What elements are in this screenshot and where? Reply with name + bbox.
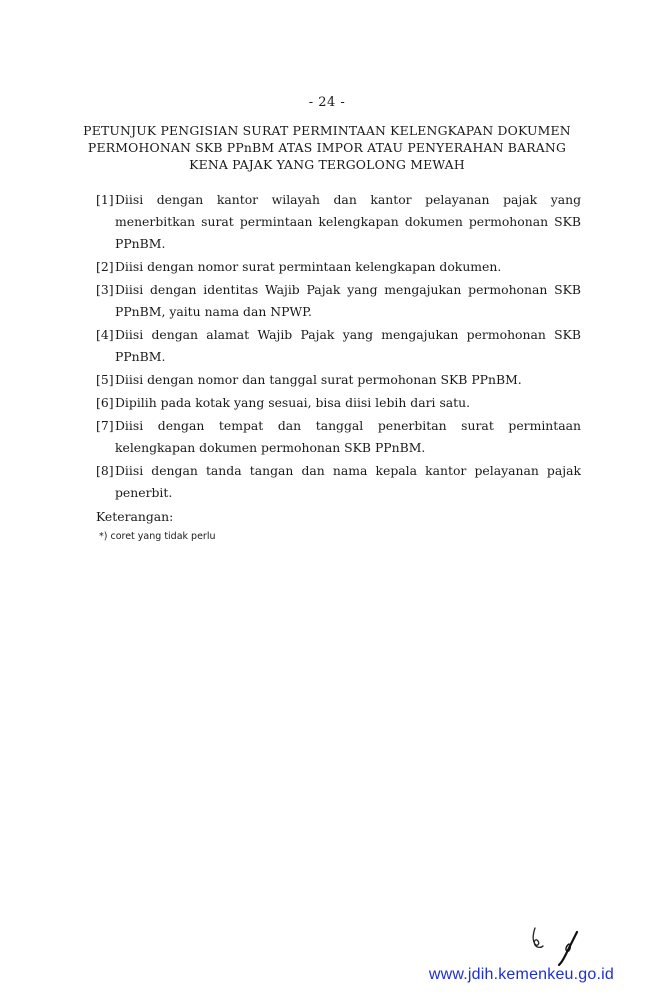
item-number: [7] — [96, 418, 114, 433]
document-title — [60, 122, 594, 173]
item-number: [2] — [96, 259, 114, 274]
list-item — [96, 369, 581, 391]
item-text: Diisi dengan identitas Wajib Pajak yang mengajukan permohonan SKB PPnBM, yaitu nama dan NPWP. — [115, 282, 581, 319]
item-number: [1] — [96, 192, 114, 207]
list-item — [96, 460, 581, 504]
list-item — [96, 256, 581, 278]
list-item — [96, 392, 581, 414]
item-text: Diisi dengan tempat dan tanggal penerbitan surat permintaan kelengkapan dokumen permohonan SKB PPnBM. — [115, 418, 581, 455]
list-item — [96, 189, 581, 255]
footnote: *) coret yang tidak perlu — [99, 531, 216, 542]
website-link[interactable]: www.jdih.kemenkeu.go.id — [428, 966, 614, 983]
item-text: Diisi dengan alamat Wajib Pajak yang mengajukan permohonan SKB PPnBM. — [115, 327, 581, 364]
item-text: Diisi dengan nomor dan tanggal surat permohonan SKB PPnBM. — [115, 372, 522, 387]
list-item — [96, 324, 581, 368]
item-text: Diisi dengan tanda tangan dan nama kepala kantor pelayanan pajak penerbit. — [115, 463, 581, 500]
item-number: [6] — [96, 395, 114, 410]
item-number: [5] — [96, 372, 114, 387]
paraf-signature-icon — [525, 922, 585, 966]
item-number: [4] — [96, 327, 114, 342]
list-item — [96, 415, 581, 459]
title-line: PETUNJUK PENGISIAN SURAT PERMINTAAN KELENGKAPAN DOKUMEN — [83, 123, 571, 138]
item-number: [8] — [96, 463, 114, 478]
page-number: - 24 - — [308, 95, 346, 110]
item-text: Diisi dengan kantor wilayah dan kantor pelayanan pajak yang menerbitkan surat permintaan kelengkapan dokumen permohonan SKB PPnBM. — [115, 192, 581, 251]
item-text: Dipilih pada kotak yang sesuai, bisa diisi lebih dari satu. — [115, 395, 471, 410]
instruction-list — [96, 189, 581, 504]
item-text: Diisi dengan nomor surat permintaan kelengkapan dokumen. — [115, 259, 502, 274]
keterangan-label: Keterangan: — [96, 509, 174, 524]
title-line: PERMOHONAN SKB PPnBM ATAS IMPOR ATAU PENYERAHAN BARANG — [87, 140, 567, 155]
item-number: [3] — [96, 282, 114, 297]
title-line: KENA PAJAK YANG TERGOLONG MEWAH — [189, 157, 465, 172]
list-item — [96, 279, 581, 323]
